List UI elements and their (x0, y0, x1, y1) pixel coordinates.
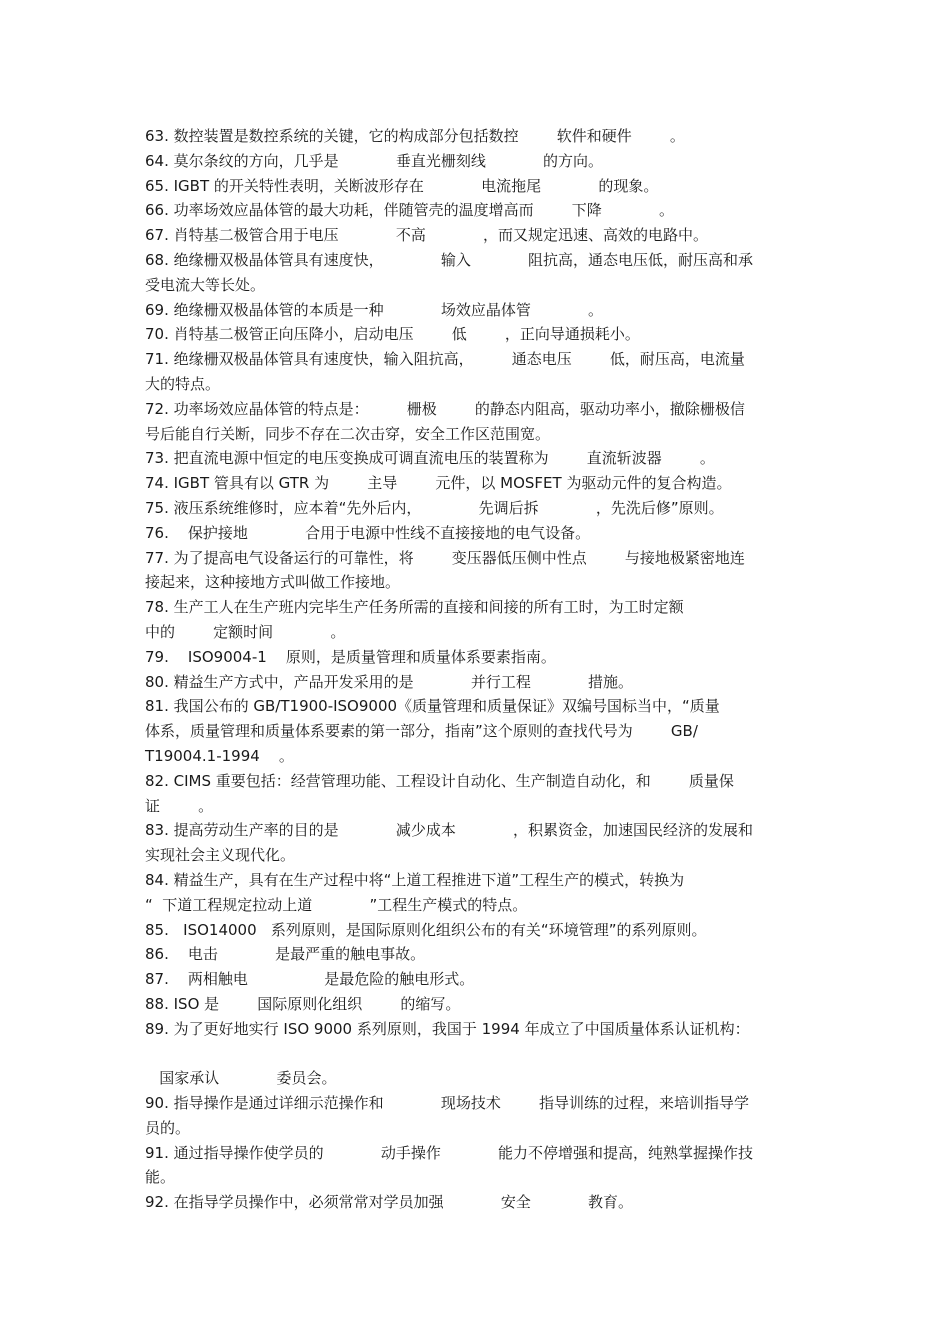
text-line: 实现社会主义现代化。 (145, 846, 296, 865)
text-line: 73. 把直流电源中恒定的电压变换成可调直流电压的装置称为 直流斩波器 。 (145, 449, 715, 468)
text-line: 83. 提高劳动生产率的目的是 减少成本 ，积累资金，加速国民经济的发展和 (145, 821, 754, 840)
text-line: 中的 定额时间 。 (145, 622, 346, 641)
text-line: 69. 绝缘栅双极晶体管的本质是一种 场效应晶体管 。 (145, 300, 604, 319)
text-line: 91. 通过指导操作使学员的 动手操作 能力不停增强和提高，纯熟掌握操作技 (145, 1143, 754, 1162)
text-line: 65. IGBT 的开关特性表明，关断波形存在 电流拖尾 的现象。 (145, 176, 659, 195)
text-line: 84. 精益生产，具有在生产过程中将“上道工程推进下道”工程生产的模式，转换为 (145, 870, 685, 889)
text-line: 接起来，这种接地方式叫做工作接地。 (145, 573, 401, 592)
text-line: “ 下道工程规定拉动上道 ”工程生产模式的特点。 (145, 895, 528, 914)
text-line: 86. 电击 是最严重的触电事故。 (145, 945, 426, 964)
text-line: 85. ISO14000 系列原则，是国际原则化组织公布的有关“环境管理”的系列原则。 (145, 920, 707, 939)
document-page (145, 124, 825, 1215)
text-line: 74. IGBT 管具有以 GTR 为 主导 元件，以 MOSFET 为驱动元件的复合构造。 (145, 474, 732, 493)
text-line: 72. 功率场效应晶体管的特点是： 栅极 的静态内阻高，驱动功率小，撤除栅极信 (145, 399, 745, 418)
text-line: 79. ISO9004-1 原则，是质量管理和质量体系要素指南。 (145, 647, 556, 666)
text-line: 68. 绝缘栅双极晶体管具有速度快， 输入 阻抗高，通态电压低，耐压高和承 (145, 250, 754, 269)
text-line: 67. 肖特基二极管合用于电压 不高 ，而又规定迅速、高效的电路中。 (145, 226, 709, 245)
text-line: 87. 两相触电 是最危险的触电形式。 (145, 970, 475, 989)
text-line: 90. 指导操作是通过详细示范操作和 现场技术 指导训练的过程，来培训指导学 (145, 1094, 749, 1113)
text-line: 能。 (145, 1168, 176, 1187)
text-line: T19004.1-1994 。 (145, 746, 294, 765)
text-line: 号后能自行关断，同步不存在二次击穿，安全工作区范围宽。 (145, 424, 551, 443)
text-line: 89. 为了更好地实行 ISO 9000 系列原则，我国于 1994 年成立了中国质量体系认证机构： (145, 1019, 750, 1038)
text-line: 66. 功率场效应晶体管的最大功耗，伴随管壳的温度增高而 下降 。 (145, 201, 674, 220)
text-line: 88. ISO 是 国际原则化组织 的缩写。 (145, 994, 461, 1013)
text-line: 81. 我国公布的 GB/T1900-ISO9000《质量管理和质量保证》双编号国标当中，“质量 (145, 697, 720, 716)
text-line: 82. CIMS 重要包括：经营管理功能、工程设计自动化、生产制造自动化，和 质量保 (145, 771, 734, 790)
text-line: 64. 莫尔条纹的方向，几乎是 垂直光栅刻线 的方向。 (145, 151, 604, 170)
text-line: 受电流大等长处。 (145, 275, 266, 294)
text-line: 92. 在指导学员操作中，必须常常对学员加强 安全 教育。 (145, 1193, 634, 1212)
text-line: 体系，质量管理和质量体系要素的第一部分，指南”这个原则的查找代号为 GB/ (145, 722, 698, 741)
text-line: 76. 保护接地 合用于电源中性线不直接接地的电气设备。 (145, 523, 591, 542)
text-line: 国家承认 委员会。 (145, 1069, 337, 1088)
text-line: 77. 为了提高电气设备运行的可靠性，将 变压器低压侧中性点 与接地极紧密地连 (145, 548, 745, 567)
text-line: 70. 肖特基二极管正向压降小，启动电压 低 ，正向导通损耗小。 (145, 325, 640, 344)
text-line: 78. 生产工人在生产班内完毕生产任务所需的直接和间接的所有工时，为工时定额 (145, 598, 684, 617)
text-line: 75. 液压系统维修时，应本着“先外后内， 先调后拆 ，先洗后修”原则。 (145, 498, 724, 517)
blank-line (145, 1041, 825, 1066)
text-line: 员的。 (145, 1118, 191, 1137)
text-line: 63. 数控装置是数控系统的关键，它的构成部分包括数控 软件和硬件 。 (145, 127, 685, 145)
text-line: 71. 绝缘栅双极晶体管具有速度快，输入阻抗高， 通态电压 低，耐压高，电流量 (145, 350, 745, 369)
text-line: 大的特点。 (145, 374, 221, 393)
text-line: 证 。 (145, 796, 214, 815)
text-line: 80. 精益生产方式中，产品开发采用的是 并行工程 措施。 (145, 672, 634, 691)
